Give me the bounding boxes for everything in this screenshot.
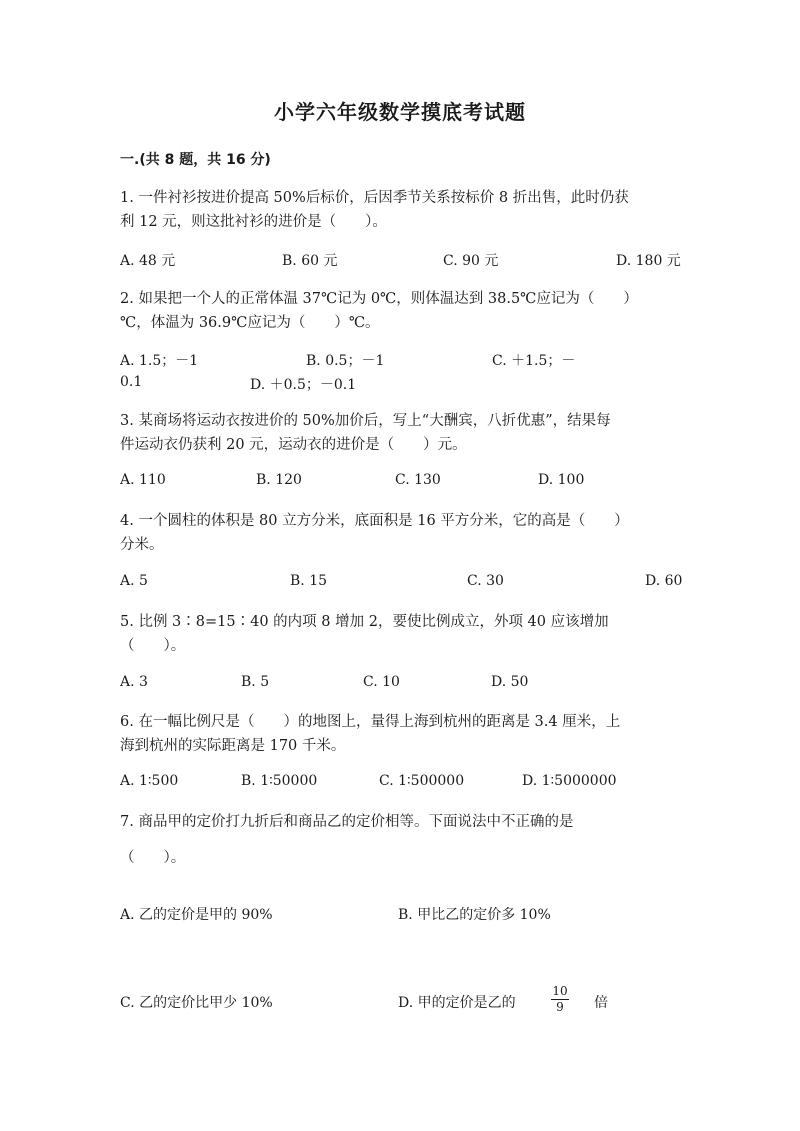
question-4-option-d[interactable]: D. 60 <box>645 573 683 589</box>
question-2-option-a[interactable]: A. 1.5；－1 <box>120 353 199 369</box>
page-title: 小学六年级数学摸底考试题 <box>274 100 526 124</box>
question-6-line-1: 6. 在一幅比例尺是（ ）的地图上，量得上海到杭州的距离是 3.4 厘米，上 <box>120 714 621 730</box>
question-3-option-c[interactable]: C. 130 <box>395 472 441 488</box>
question-1-option-a[interactable]: A. 48 元 <box>120 253 176 269</box>
question-6-option-b[interactable]: B. 1∶50000 <box>241 773 318 789</box>
question-2-option-c[interactable]: C. ＋1.5；－ <box>492 353 576 369</box>
question-2-line-2: ℃，体温为 36.9℃应记为（ ）℃。 <box>120 315 380 331</box>
question-1-option-d[interactable]: D. 180 元 <box>616 253 681 269</box>
question-7-line-1: 7. 商品甲的定价打九折后和商品乙的定价相等。下面说法中不正确的是 <box>120 814 574 830</box>
section-heading: 一.(共 8 题，共 16 分) <box>120 152 271 168</box>
question-4-line-1: 4. 一个圆柱的体积是 80 立方分米，底面积是 16 平方分米，它的高是（ ） <box>120 513 629 529</box>
question-7-option-d-fraction <box>551 985 569 1014</box>
question-4-line-2: 分米。 <box>120 537 164 553</box>
question-3-line-1: 3. 某商场将运动衣按进价的 50%加价后，写上“大酬宾，八折优惠”，结果每 <box>120 413 611 429</box>
question-5-line-2: （ ）。 <box>120 638 186 654</box>
question-1-option-c[interactable]: C. 90 元 <box>443 253 499 269</box>
question-2-option-c-continued: 0.1 <box>120 374 143 390</box>
question-2-line-1: 2. 如果把一个人的正常体温 37℃记为 0℃，则体温达到 38.5℃应记为（ ） <box>120 291 638 307</box>
question-4-option-a[interactable]: A. 5 <box>120 573 148 589</box>
question-1-line-1: 1. 一件衬衫按进价提高 50%后标价，后因季节关系按标价 8 折出售，此时仍获 <box>120 190 629 206</box>
question-7-option-a[interactable]: A. 乙的定价是甲的 90% <box>120 907 273 923</box>
question-2-option-d[interactable]: D. ＋0.5；－0.1 <box>250 377 357 393</box>
question-5-option-d[interactable]: D. 50 <box>491 674 529 690</box>
question-3-line-2: 件运动衣仍获利 20 元，运动衣的进价是（ ）元。 <box>120 437 467 453</box>
question-3-option-b[interactable]: B. 120 <box>256 472 302 488</box>
question-2-option-b[interactable]: B. 0.5；－1 <box>306 353 385 369</box>
question-7-option-c[interactable]: C. 乙的定价比甲少 10% <box>120 995 273 1011</box>
question-6-option-a[interactable]: A. 1∶500 <box>120 773 179 789</box>
question-5-line-1: 5. 比例 3∶8=15∶40 的内项 8 增加 2，要使比例成立，外项 40 应该增加 <box>120 614 609 630</box>
question-1-option-b[interactable]: B. 60 元 <box>282 253 338 269</box>
question-5-option-b[interactable]: B. 5 <box>241 674 270 690</box>
question-6-option-c[interactable]: C. 1∶500000 <box>379 773 465 789</box>
question-4-option-b[interactable]: B. 15 <box>290 573 328 589</box>
fraction-numerator: 10 <box>552 984 568 998</box>
question-7-option-d-suffix: 倍 <box>594 995 608 1011</box>
question-5-option-c[interactable]: C. 10 <box>363 674 400 690</box>
question-7-option-b[interactable]: B. 甲比乙的定价多 10% <box>398 907 551 923</box>
question-3-option-a[interactable]: A. 110 <box>120 472 166 488</box>
question-6-option-d[interactable]: D. 1∶5000000 <box>522 773 617 789</box>
question-5-option-a[interactable]: A. 3 <box>120 674 148 690</box>
question-3-option-d[interactable]: D. 100 <box>538 472 585 488</box>
fraction-denominator: 9 <box>556 1000 564 1014</box>
question-1-line-2: 利 12 元，则这批衬衫的进价是（ ）。 <box>120 214 387 230</box>
question-4-option-c[interactable]: C. 30 <box>467 573 504 589</box>
question-6-line-2: 海到杭州的实际距离是 170 千米。 <box>120 738 346 754</box>
question-7-line-2: （ ）。 <box>120 850 186 866</box>
question-7-option-d[interactable]: D. 甲的定价是乙的 <box>398 995 516 1011</box>
